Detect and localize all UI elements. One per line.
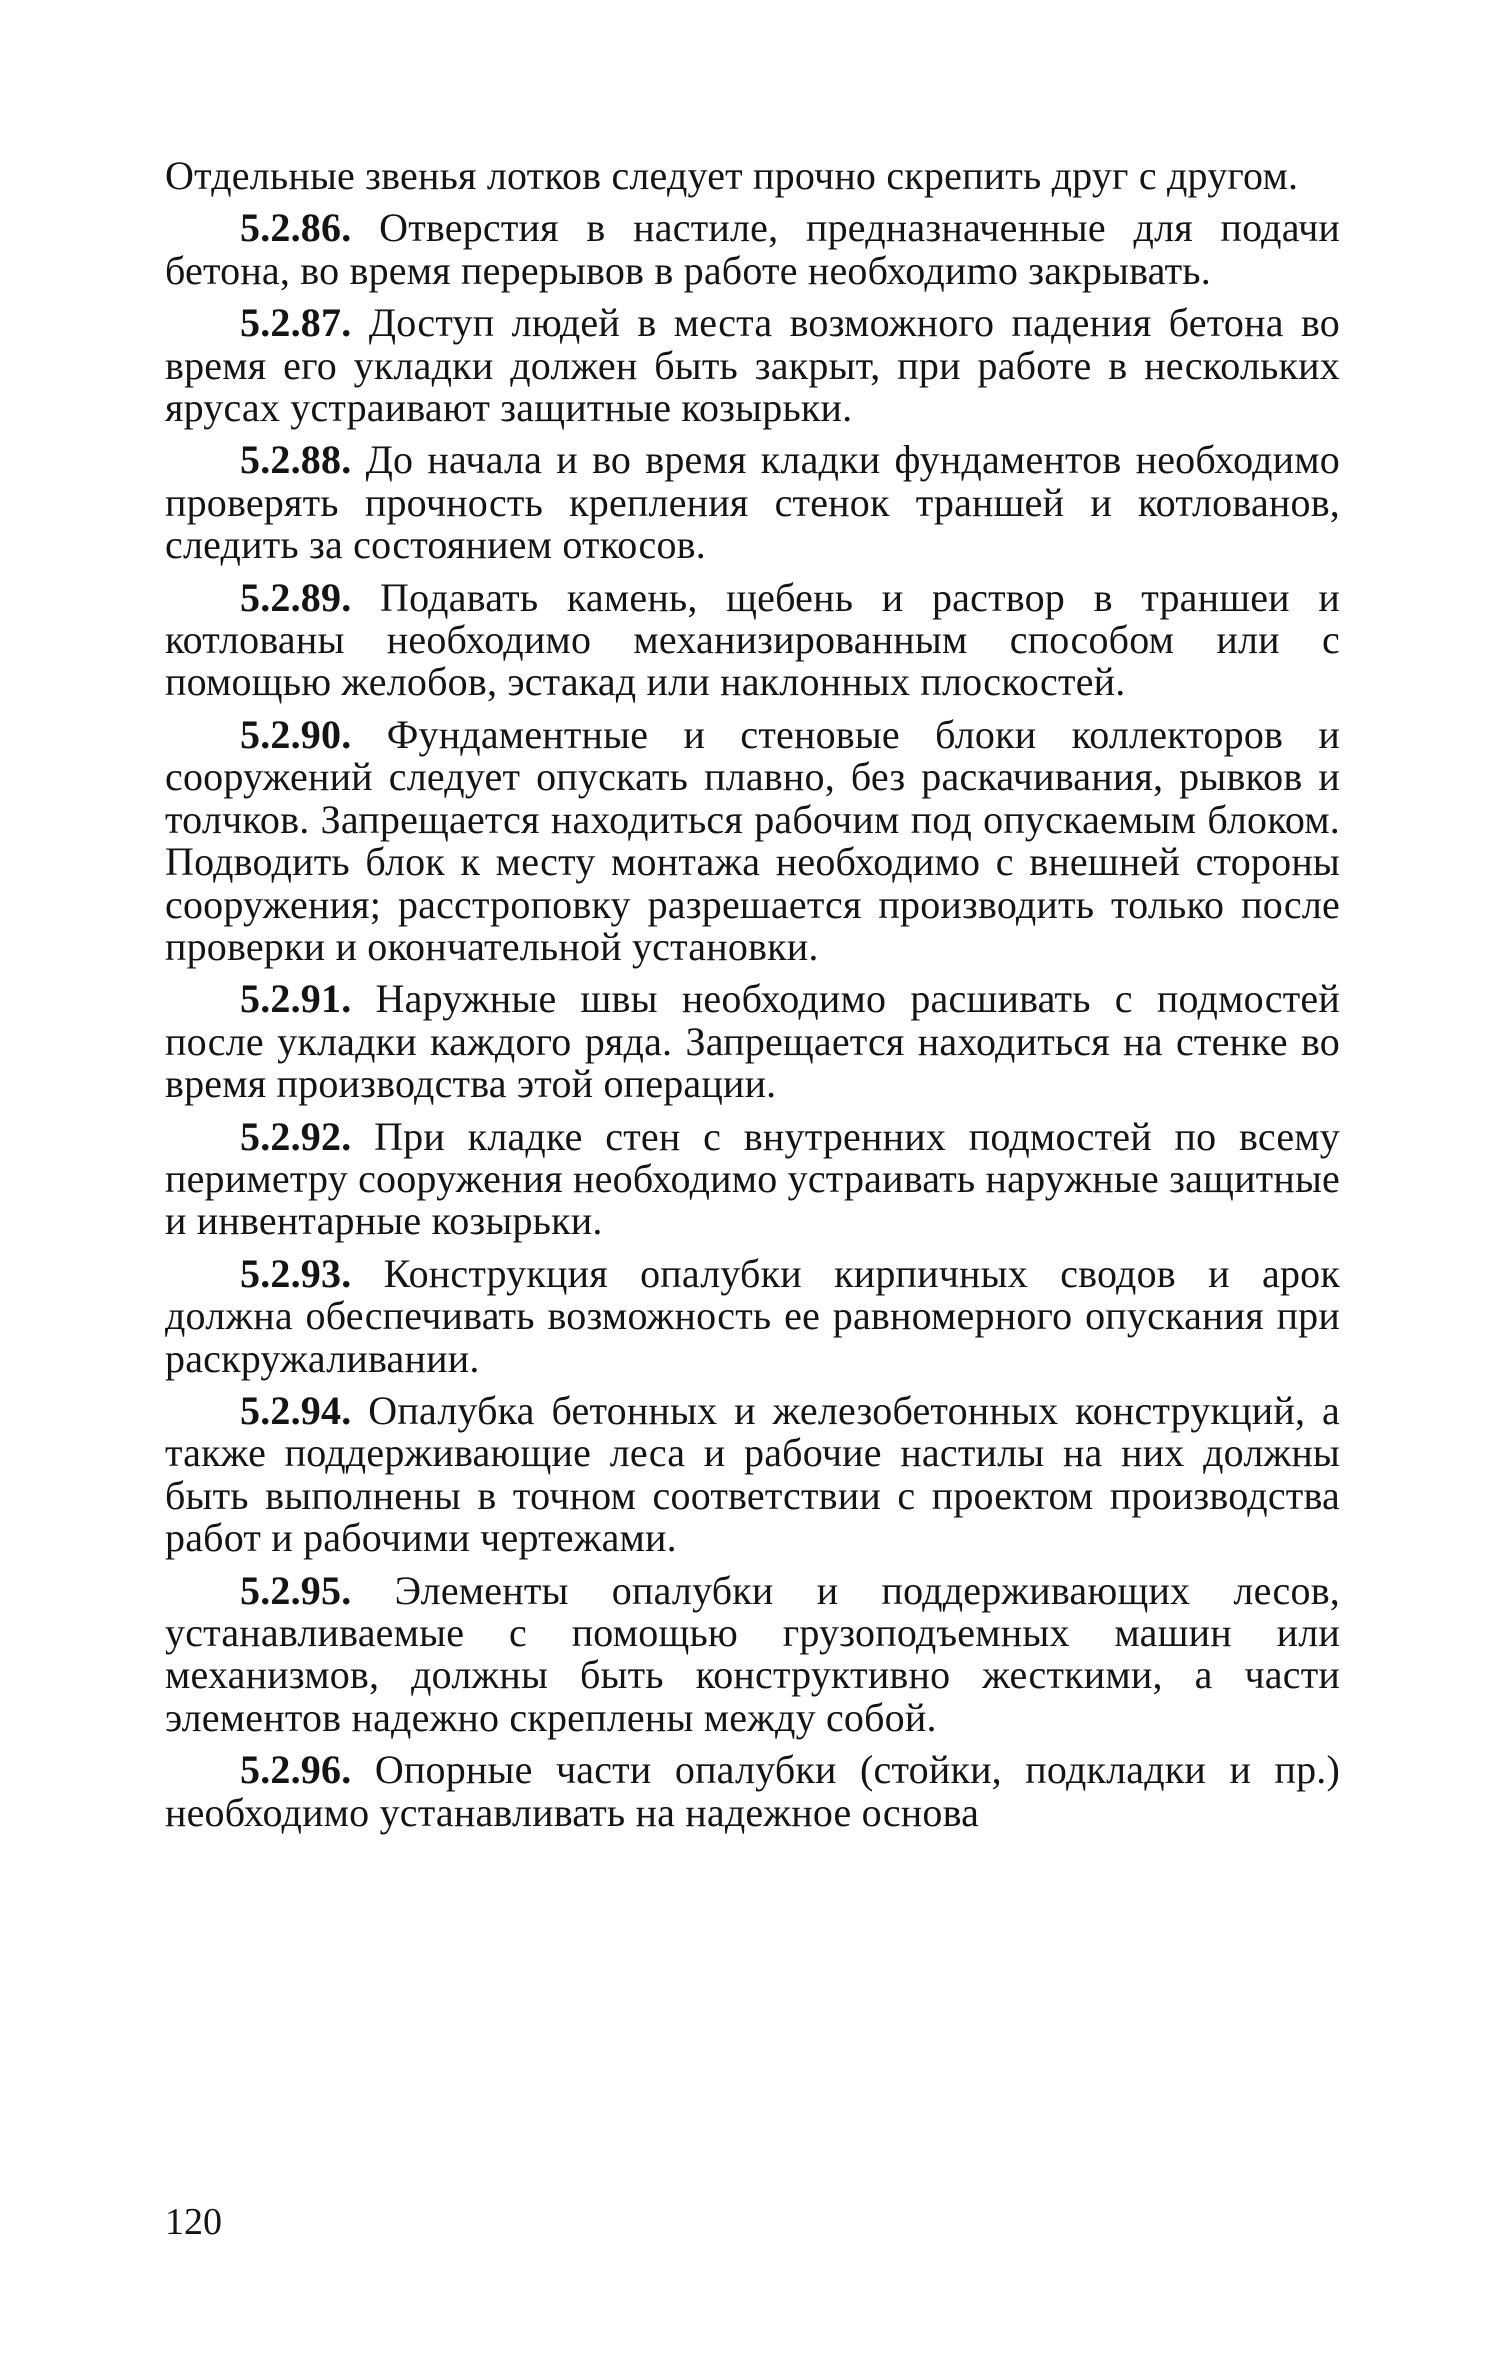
clause-text: Наружные швы необходимо расшивать с подмостей после укладки каждого ряда. Запрещается находиться на стенке во время производства этой операции. <box>165 976 1340 1107</box>
clause-5-2-91 <box>165 978 1340 1105</box>
clause-number: 5.2.94. <box>240 1387 352 1433</box>
clause-text: При кладке стен с внутренних подмостей по всему периметру сооружения необходимо устраивать наружные защитные и инвентарные козырьки. <box>165 1113 1340 1244</box>
clause-number: 5.2.92. <box>240 1113 352 1159</box>
clause-5-2-86 <box>165 207 1340 292</box>
clause-5-2-96 <box>165 1749 1340 1834</box>
paragraph-continuation <box>165 155 1340 197</box>
clause-text: До начала и во время кладки фундаментов необходимо проверять прочность крепления стенок траншей и котлованов, следить за состоянием откосов. <box>165 437 1340 568</box>
clause-number: 5.2.90. <box>240 711 352 757</box>
page-body-text <box>165 155 1340 1844</box>
clause-text: Опорные части опалубки (стойки, подкладки и пр.) необходимо устанавливать на надежное основа <box>165 1747 1340 1835</box>
clause-5-2-89 <box>165 574 1340 705</box>
clause-text: Отдельные звенья лотков следует прочно скрепить друг с другом. <box>165 153 1299 198</box>
clause-5-2-88 <box>165 439 1340 566</box>
clause-5-2-90 <box>165 711 1340 969</box>
clause-number: 5.2.93. <box>240 1250 352 1296</box>
clause-number: 5.2.87. <box>240 300 352 346</box>
clause-number: 5.2.96. <box>240 1747 352 1793</box>
clause-number: 5.2.95. <box>240 1567 352 1613</box>
clause-text: Элементы опалубки и поддерживающих лесов, устанавливаемые с помощью грузоподъемных машин или механизмов, должны быть конструктивно жесткими, а части элементов надежно скреплены между собой. <box>165 1567 1340 1740</box>
clause-text: Отверстия в настиле, предназначенные для подачи бетона, во время перерывов в работе необходиmo закрывать. <box>165 205 1340 293</box>
clause-5-2-93 <box>165 1250 1340 1381</box>
clause-number: 5.2.86. <box>240 205 352 251</box>
clause-number: 5.2.89. <box>240 574 352 620</box>
clause-number: 5.2.88. <box>240 437 352 483</box>
clause-5-2-92 <box>165 1113 1340 1244</box>
page-number: 120 <box>165 2201 222 2243</box>
clause-text: Конструкция опалубки кирпичных сводов и арок должна обеспечивать возможность ее равномерного опускания при раскружаливании. <box>165 1250 1340 1381</box>
clause-5-2-94 <box>165 1387 1340 1561</box>
clause-text: Опалубка бетонных и железобетонных конструкций, а также поддерживающие леса и рабочие настилы на них должны быть выполнены в точном соответствии с проектом производства работ и рабочими чертежами. <box>165 1387 1340 1561</box>
clause-5-2-87 <box>165 302 1340 429</box>
clause-text: Фундаментные и стеновые блоки коллекторов и сооружений следует опускать плавно, без раскачивания, рывков и толчков. Запрещается находиться рабочим под опускаемым блоком. Подводить блок к месту монтажа необходимо с внешней стороны сооружения; расстроповку разрешается производить только после проверки и окончательной установки. <box>165 711 1340 969</box>
clause-text: Доступ людей в места возможного падения бетона во время его укладки должен быть закрыт, при работе в нескольких ярусах устраивают защитные козырьки. <box>165 300 1340 431</box>
clause-text: Подавать камень, щебень и раствор в траншеи и котлованы необходимо механизированным способом или с помощью желобов, эстакад или наклонных плоскостей. <box>165 574 1340 705</box>
clause-number: 5.2.91. <box>240 976 352 1022</box>
clause-5-2-95 <box>165 1567 1340 1740</box>
